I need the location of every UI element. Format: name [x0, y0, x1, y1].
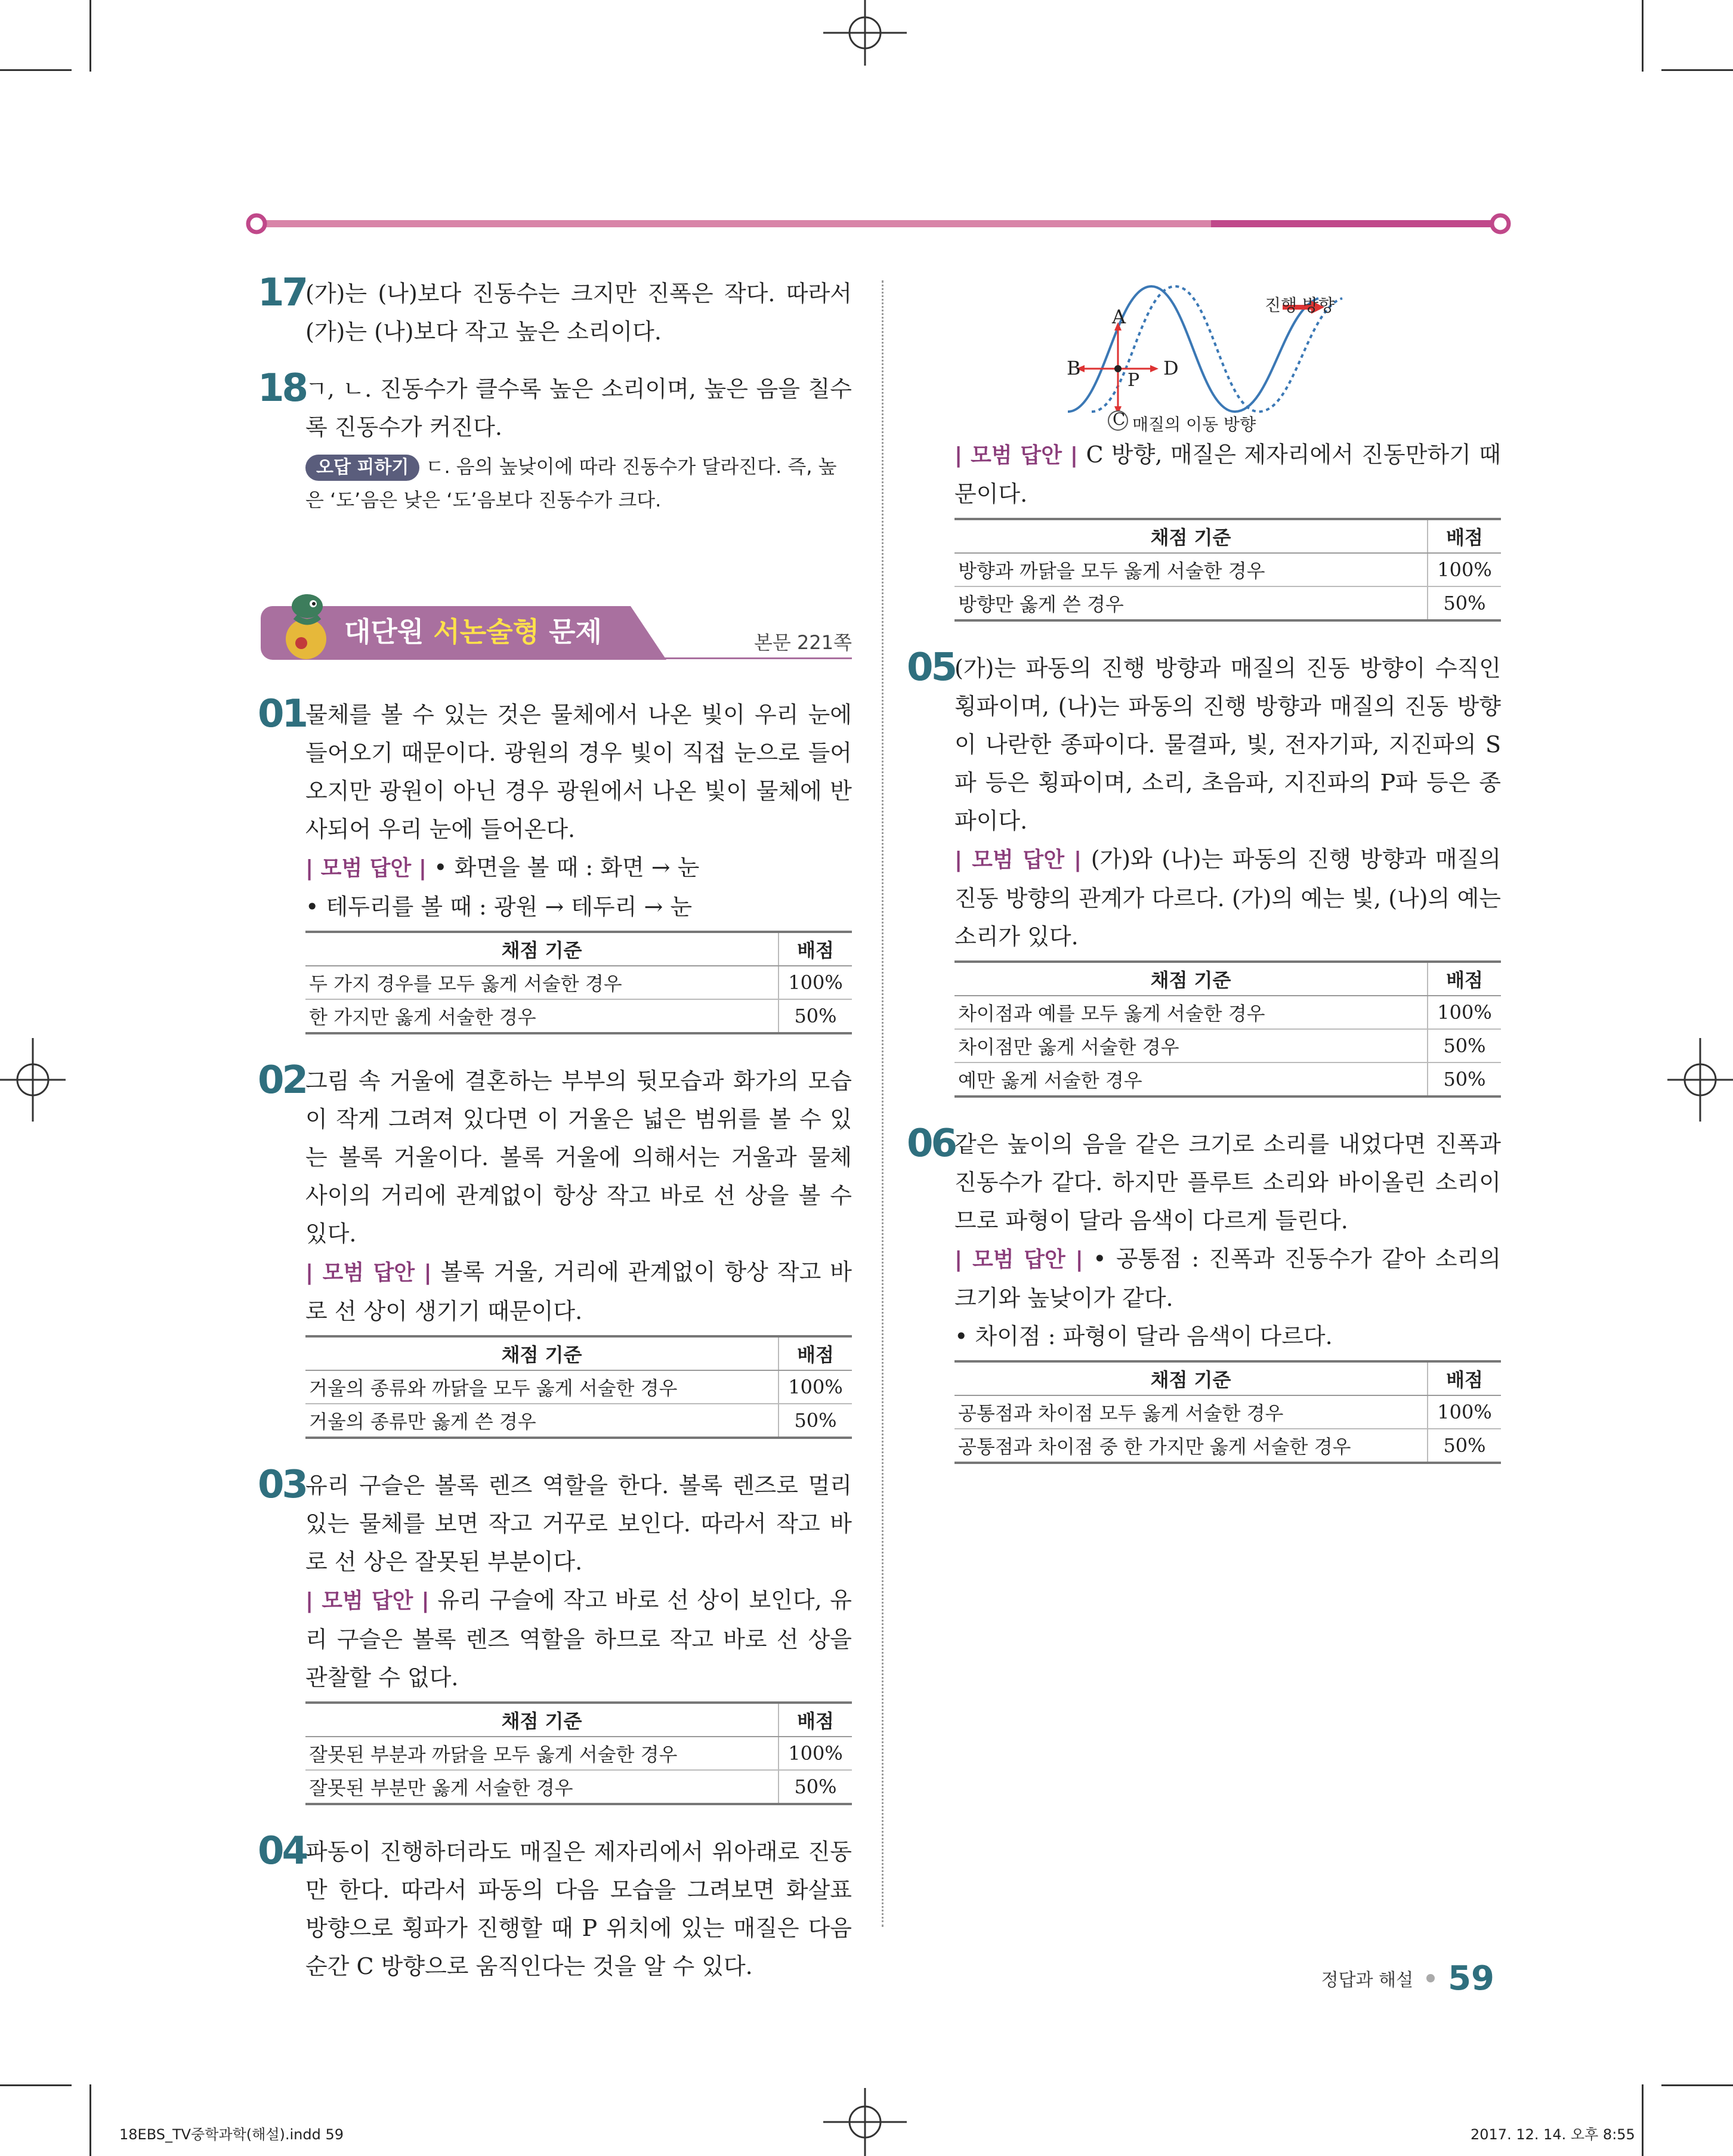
wave-diagram	[954, 274, 1501, 435]
model-answer-1: • 공통점 : 진폭과 진동수가 같아 소리의 크기와 높낮이가 같다.	[954, 1246, 1501, 1311]
model-answer: (가)와 (나)는 파동의 진행 방향과 매질의 진동 방향의 관계가 다르다. (가)의 예는 빛, (나)의 예는 소리가 있다.	[954, 846, 1501, 950]
question-18	[258, 366, 852, 517]
top-rule	[245, 212, 1512, 236]
model-answer: 볼록 거울, 거리에 관계없이 항상 작고 바로 선 상이 생기기 때문이다.	[305, 1259, 852, 1324]
table-row: 차이점과 예를 모두 옳게 서술한 경우 100%	[954, 996, 1501, 1029]
page-footer	[1321, 1960, 1494, 1996]
model-answer-label: | 모범 답안 |	[305, 1261, 432, 1285]
model-answer-label: | 모범 답안 |	[305, 856, 427, 881]
label-B: B	[1067, 357, 1081, 379]
section-title: 대단원	[344, 616, 434, 648]
question-06	[907, 1122, 1501, 1464]
scoring-table: 채점 기준 배점 잘못된 부분과 까닭을 모두 옳게 서술한 경우 100% 잘못된 부분만 옳게 서술한 경우 50%	[305, 1701, 852, 1805]
model-answer-label: | 모범 답안 |	[954, 1247, 1083, 1272]
question-text: 같은 높이의 음을 같은 크기로 소리를 내었다면 진폭과 진동수가 같다. 하지만 플루트 소리와 바이올린 소리이므로 파형이 달라 음색이 다르게 들린다.	[954, 1131, 1501, 1234]
medium-label: 매질의 이동 방향	[1132, 415, 1256, 434]
question-05	[907, 645, 1501, 1098]
criteria-header: 채점 기준	[305, 932, 779, 966]
scoring-table: 채점 기준 배점 방향과 까닭을 모두 옳게 서술한 경우 100% 방향만 옳게 쓴 경우 50%	[954, 518, 1501, 622]
table-row: 한 가지만 옳게 서술한 경우 50%	[305, 999, 852, 1033]
question-text: 유리 구슬은 볼록 렌즈 역할을 한다. 볼록 렌즈로 멀리 있는 물체를 보면 작고 거꾸로 보인다. 따라서 작고 바로 선 상은 잘못된 부분이다.	[305, 1472, 852, 1575]
question-number: 05	[907, 645, 956, 690]
mascot-icon	[277, 582, 337, 660]
scoring-table: 채점 기준 배점 거울의 종류와 까닭을 모두 옳게 서술한 경우 100% 거울의 종류만 옳게 쓴 경우 50%	[305, 1335, 852, 1439]
table-row: 차이점만 옳게 서술한 경우 50%	[954, 1029, 1501, 1062]
table-row: 잘못된 부분만 옳게 서술한 경우 50%	[305, 1770, 852, 1804]
column-divider	[882, 280, 884, 1927]
question-text: 파동이 진행하더라도 매질은 제자리에서 위아래로 진동만 한다. 따라서 파동의 다음 모습을 그려보면 화살표 방향으로 횡파가 진행할 때 P 위치에 있는 매질은 다음 순간 C 방향으로 움직인다는 것을 알 수 있다.	[305, 1839, 852, 1979]
model-answer: 유리 구슬에 작고 바로 선 상이 보인다, 유리 구슬은 볼록 렌즈 역할을 하므로 작고 바로 선 상을 관찰할 수 없다.	[305, 1587, 852, 1691]
model-answer-2: • 테두리를 볼 때 : 광원 → 테두리 → 눈	[305, 894, 693, 920]
label-A: A	[1112, 305, 1126, 328]
print-date: 2017. 12. 14. 오후 8:55	[1471, 2126, 1635, 2143]
question-text: (가)는 파동의 진행 방향과 매질의 진동 방향이 수직인 횡파이며, (나)는 파동의 진행 방향과 매질의 진동 방향이 나란한 종파이다. 물결파, 빛, 전자기파, 지진파의 S파 등은 횡파이며, 소리, 초음파, 지진파의 P파 등은 종파이다.	[954, 655, 1501, 834]
question-number: 17	[258, 271, 307, 315]
question-number: 04	[258, 1829, 307, 1873]
wrong-answer-badge: 오답 피하기	[305, 455, 419, 481]
points-header: 배점	[779, 932, 852, 966]
footer-section: 정답과 해설	[1321, 1970, 1414, 1991]
question-number: 03	[258, 1463, 307, 1507]
scoring-table: 채점 기준 배점 차이점과 예를 모두 옳게 서술한 경우 100% 차이점만 옳게 서술한 경우 50% 예만 옳게 서술한 경우 50%	[954, 960, 1501, 1098]
left-column	[258, 271, 852, 1985]
wrong-answer-text: ㄷ. 음의 높낮이에 따라 진동수가 달라진다. 즉, 높은 ‘도’음은 낮은 ‘도’음보다 진동수가 크다.	[305, 455, 837, 511]
model-answer-label: | 모범 답안 |	[305, 1589, 430, 1613]
right-column	[907, 274, 1501, 1464]
model-answer-label: | 모범 답안 |	[954, 443, 1079, 468]
question-number: 06	[907, 1122, 956, 1166]
question-01	[258, 692, 852, 1034]
table-row: 거울의 종류만 옳게 쓴 경우 50%	[305, 1404, 852, 1438]
model-answer-2: • 차이점 : 파형이 달라 음색이 다르다.	[954, 1323, 1333, 1349]
direction-label: 진행 방향	[1265, 295, 1335, 315]
question-text: 물체를 볼 수 있는 것은 물체에서 나온 빛이 우리 눈에 들어오기 때문이다. 광원의 경우 빛이 직접 눈으로 들어오지만 광원이 아닌 경우 광원에서 나온 빛이 물체에 반사되어 우리 눈에 들어온다.	[305, 702, 852, 842]
section-banner	[261, 606, 852, 660]
scoring-table: 채점 기준 배점 공통점과 차이점 모두 옳게 서술한 경우 100% 공통점과 차이점 중 한 가지만 옳게 서술한 경우 50%	[954, 1360, 1501, 1464]
question-text: 그림 속 거울에 결혼하는 부부의 뒷모습과 화가의 모습이 작게 그려져 있다면 이 거울은 넓은 범위를 볼 수 있는 볼록 거울이다. 볼록 거울에 의해서는 거울과 물체 사이의 거리에 관계없이 항상 작고 바로 선 상을 볼 수 있다.	[305, 1068, 852, 1247]
question-17	[258, 271, 852, 351]
table-row: 잘못된 부분과 까닭을 모두 옳게 서술한 경우 100%	[305, 1737, 852, 1770]
model-answer-label: | 모범 답안 |	[954, 848, 1082, 872]
question-number: 01	[258, 692, 307, 736]
label-D: D	[1163, 357, 1179, 379]
scoring-table	[305, 931, 852, 1034]
bullet-icon	[1426, 1974, 1435, 1982]
table-row: 방향과 까닭을 모두 옳게 서술한 경우 100%	[954, 553, 1501, 586]
section-page-ref: 본문 221쪽	[754, 631, 852, 654]
table-row: 거울의 종류와 까닭을 모두 옳게 서술한 경우 100%	[305, 1370, 852, 1404]
question-02	[258, 1058, 852, 1439]
page-number: 59	[1448, 1959, 1494, 1998]
file-info: 18EBS_TV중학과학(해설).indd 59	[119, 2126, 344, 2143]
table-row: 공통점과 차이점 모두 옳게 서술한 경우 100%	[954, 1395, 1501, 1429]
table-row: 예만 옳게 서술한 경우 50%	[954, 1062, 1501, 1096]
question-03	[258, 1463, 852, 1805]
q04-model-answer: C 방향, 매질은 제자리에서 진동만하기 때문이다.	[954, 441, 1501, 507]
section-title-highlight: 서논술형	[433, 616, 540, 648]
question-number: 02	[258, 1058, 307, 1102]
label-C: C	[1113, 409, 1126, 429]
label-P: P	[1127, 370, 1140, 391]
section-title-tail: 문제	[539, 616, 602, 648]
table-row: 두 가지 경우를 모두 옳게 서술한 경우 100%	[305, 966, 852, 999]
question-text: (가)는 (나)보다 진동수는 크지만 진폭은 작다. 따라서 (가)는 (나)보다 작고 높은 소리이다.	[305, 280, 852, 345]
question-04	[258, 1829, 852, 1985]
model-answer-1: • 화면을 볼 때 : 화면 → 눈	[434, 854, 700, 881]
table-row: 방향만 옳게 쓴 경우 50%	[954, 586, 1501, 620]
table-row: 공통점과 차이점 중 한 가지만 옳게 서술한 경우 50%	[954, 1429, 1501, 1463]
question-number: 18	[258, 366, 307, 410]
question-text: ㄱ, ㄴ. 진동수가 클수록 높은 소리이며, 높은 음을 칠수록 진동수가 커진다.	[305, 376, 852, 440]
